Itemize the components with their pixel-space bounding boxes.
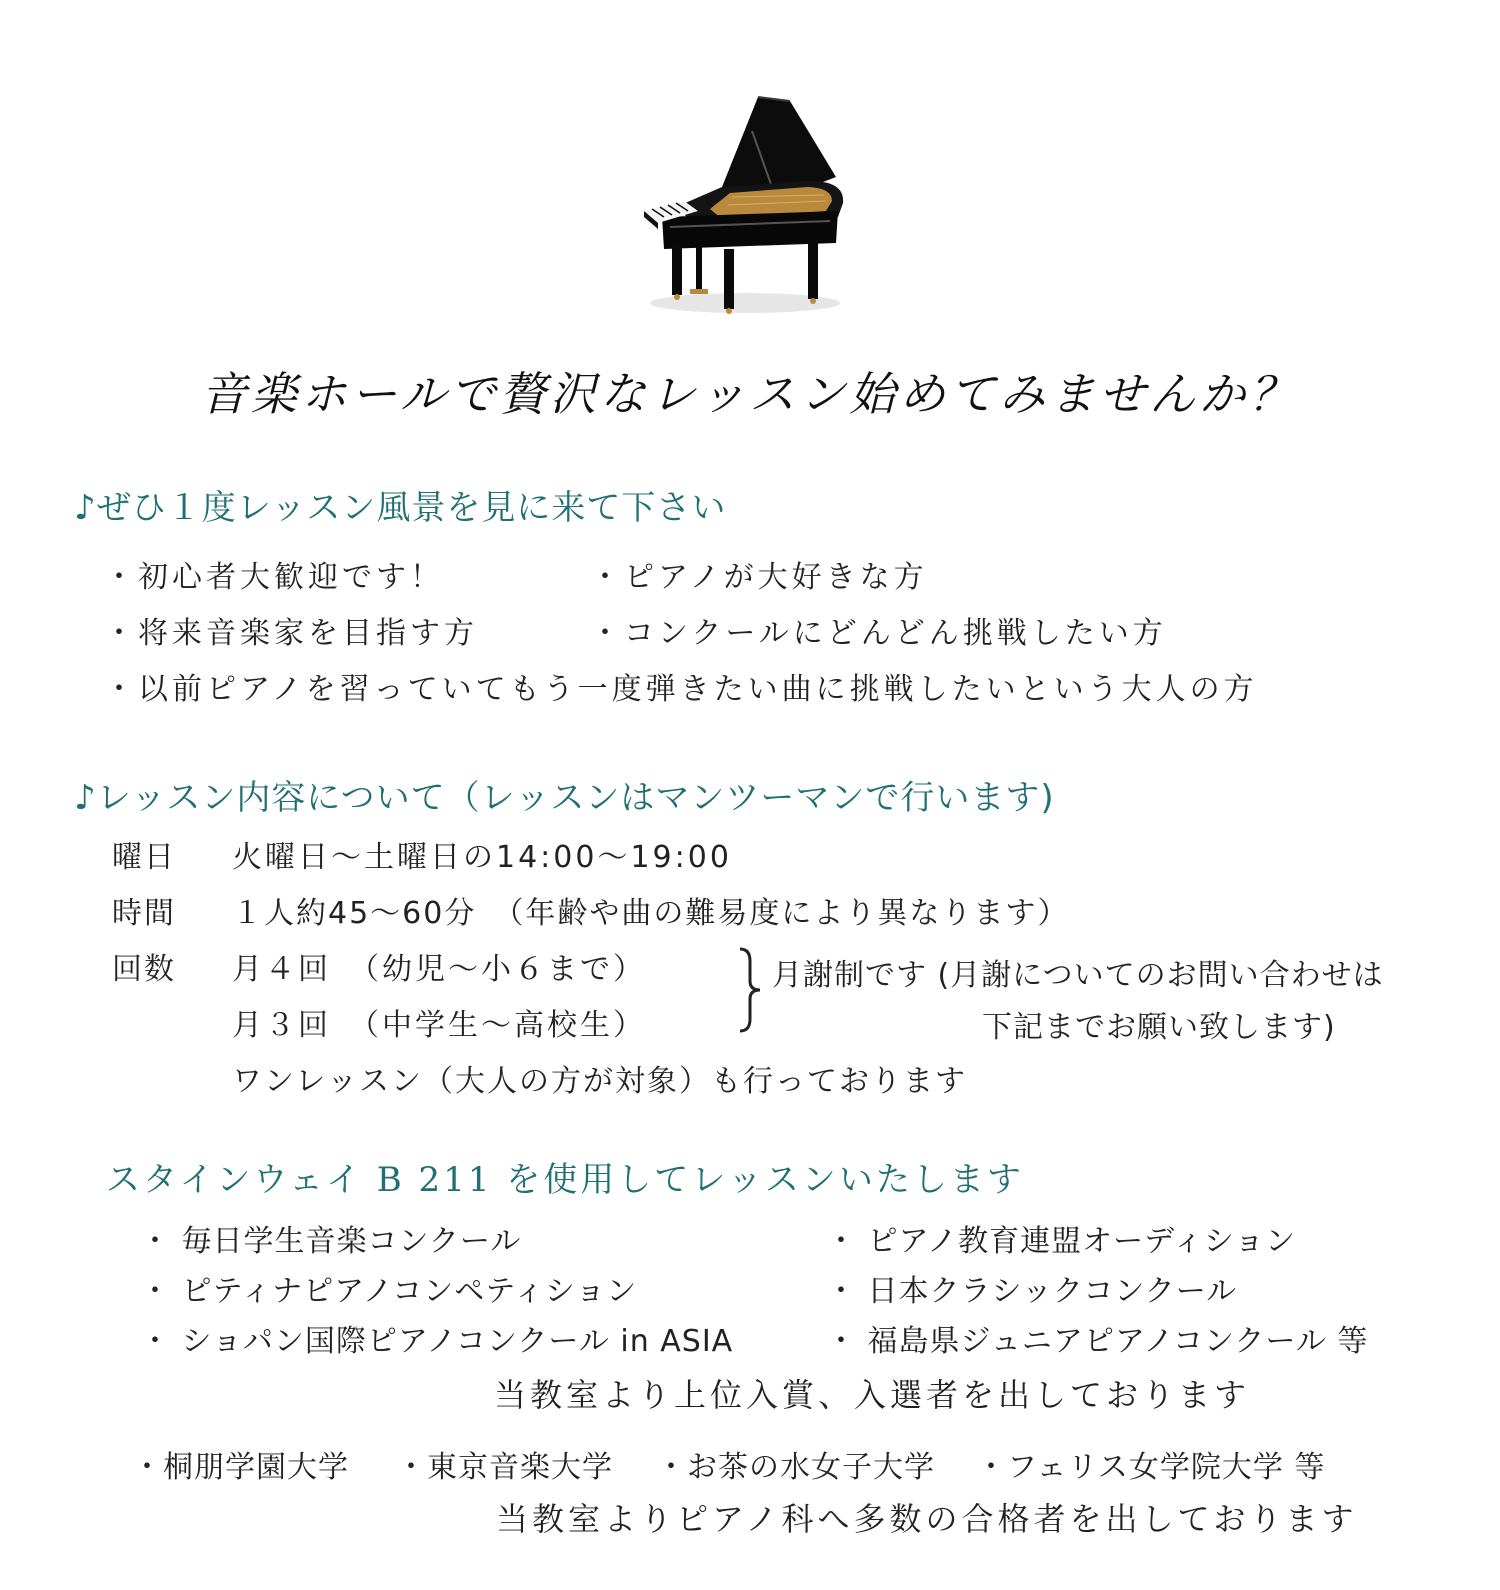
value-time: １人約45～60分 （年齢や曲の難易度により異なります） [232,896,1070,931]
fee-note-contact: 下記までお願い致します) [982,1010,1336,1045]
right-brace-icon [736,945,764,1035]
list-item: ・初心者大歓迎です！ [104,560,444,595]
university-result: 当教室よりピアノ科へ多数の合格者を出しております [496,1500,1358,1538]
grand-piano-image [640,95,850,325]
label-time: 時間 [112,896,176,931]
university-item: ・フェリス女学院大学 等 [976,1450,1326,1485]
list-item: ・ピアノが大好きな方 [590,560,928,595]
list-item: ・将来音楽家を目指す方 [104,616,478,651]
one-lesson-note: ワンレッスン（大人の方が対象）も行っております [232,1064,967,1099]
university-item: ・お茶の水女子大学 [656,1450,935,1485]
section-title-lesson: ♪レッスン内容について（レッスンはマンツーマンで行います) [74,778,1055,818]
competition-item: ・ 日本クラシックコンクール [826,1274,1238,1309]
competition-item: ・ 毎日学生音楽コンクール [140,1224,522,1259]
list-item: ・以前ピアノを習っていてもう一度弾きたい曲に挑戦したいという大人の方 [104,672,1258,707]
list-item: ・コンクールにどんどん挑戦したい方 [590,616,1167,651]
section-title-visit: ♪ぜひ１度レッスン風景を見に来て下さい [74,488,727,528]
university-item: ・桐朋学園大学 [132,1450,349,1485]
section-title-steinway: スタインウェイ B 211 を使用してレッスンいたします [106,1160,1024,1200]
headline: 音楽ホールで贅沢なレッスン始めてみませんか？ [200,367,1300,421]
competition-item: ・ ピティナピアノコンペティション [140,1274,638,1309]
label-count: 回数 [112,952,176,987]
competition-result: 当教室より上位入賞、入選者を出しております [494,1376,1251,1414]
competition-item: ・ ピアノ教育連盟オーディション [826,1224,1297,1259]
value-count-child: 月４回 （幼児～小６まで） [232,952,646,987]
fee-note: 月謝制です (月謝についてのお問い合わせは [772,958,1384,993]
university-item: ・東京音楽大学 [396,1450,613,1485]
value-days: 火曜日～土曜日の14:00～19:00 [232,840,732,875]
value-count-student: 月３回 （中学生～高校生） [232,1008,646,1043]
competition-item: ・ ショパン国際ピアノコンクール in ASIA [140,1324,734,1359]
competition-item: ・ 福島県ジュニアピアノコンクール 等 [826,1324,1369,1359]
label-days: 曜日 [112,840,176,875]
